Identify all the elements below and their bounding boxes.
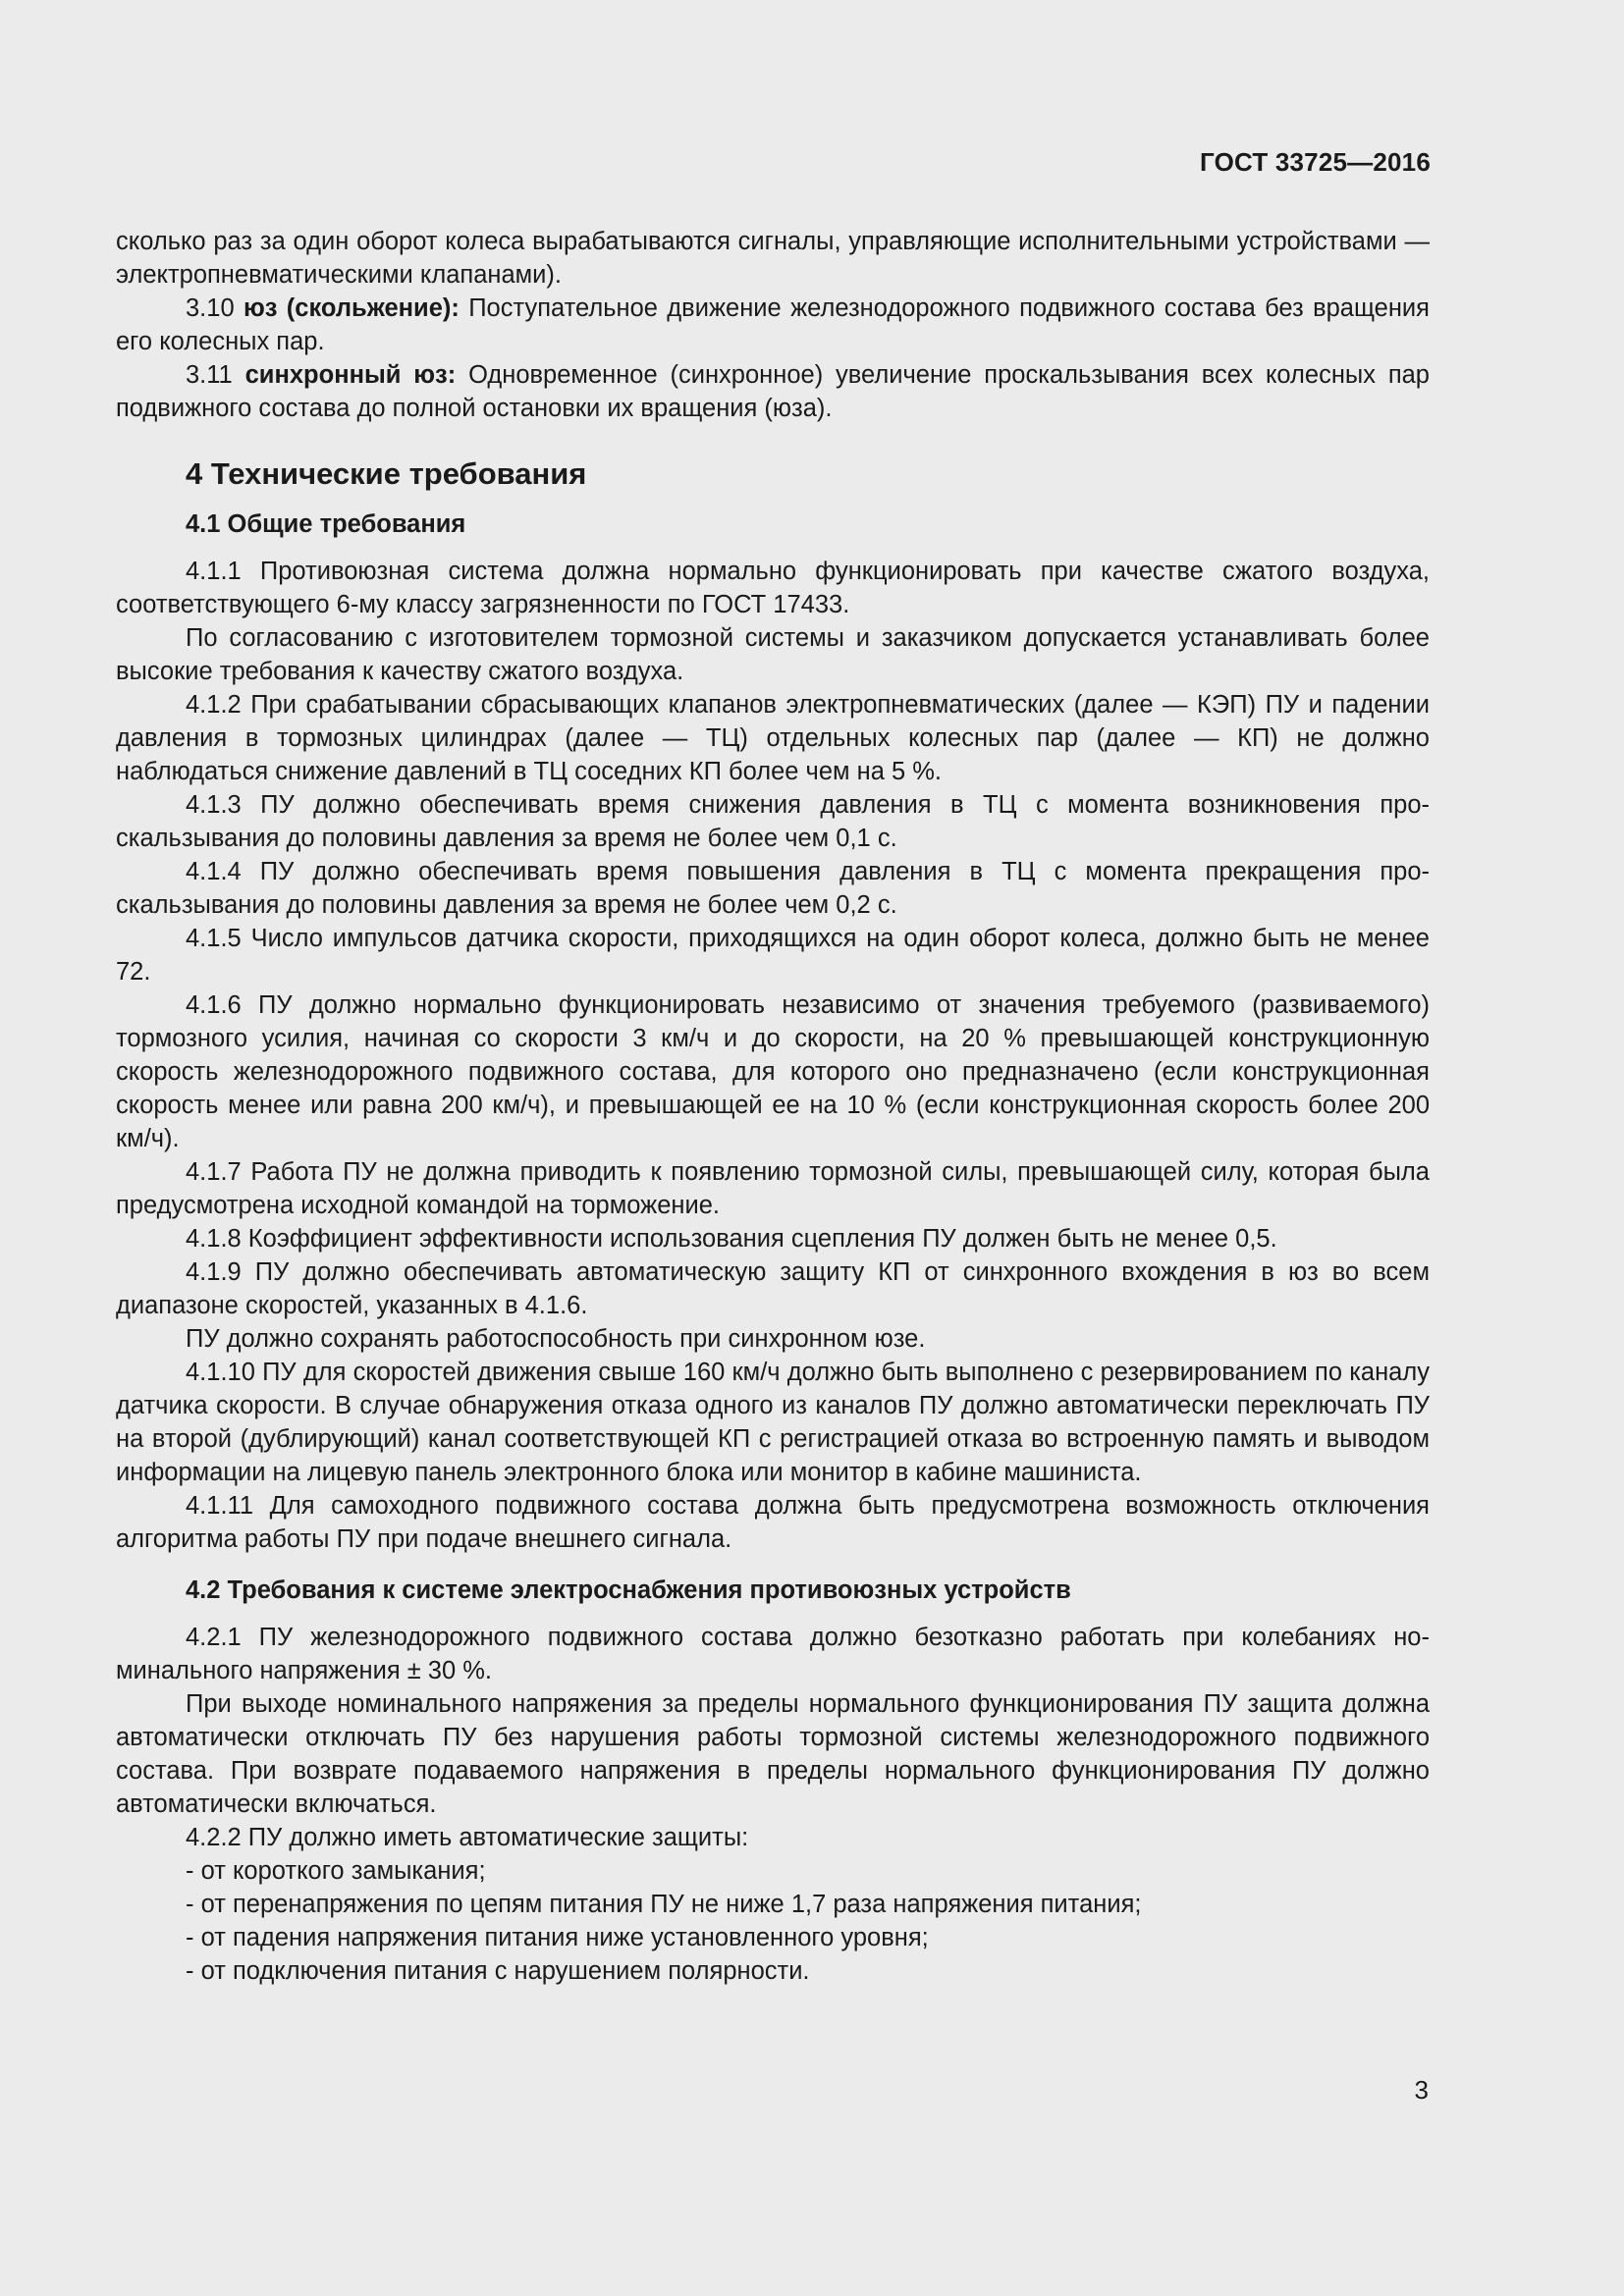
page-number: 3 <box>1414 2075 1429 2105</box>
definition-term: юз (скольжение): <box>243 294 460 322</box>
definition-number: 3.10 <box>186 294 235 322</box>
list-item: - от перенапряжения по цепям питания ПУ не ниже 1,7 раза напряжения питания; <box>186 1888 1430 1921</box>
paragraph-4-1-1-b: По согласованию с изготовителем тормозной системы и заказчиком допускается устанавливать более высокие требования к качеству сжатого воздуха. <box>116 624 1430 685</box>
paragraph-4-1-9: 4.1.9 ПУ должно обеспечивать автоматическую защиту КП от синхронного вхождения в юз во всем диапазоне скоростей, указанных в 4.1.6. <box>116 1258 1430 1319</box>
definition-text: Поступательное движение железнодорожного подвижного состава без вращения его колесных пар. <box>116 294 1430 355</box>
paragraph-4-1-8: 4.1.8 Коэффициент эффективности использования сцепления ПУ должен быть не менее 0,5. <box>186 1225 1277 1253</box>
paragraph-4-1-6: 4.1.6 ПУ должно нормально функционировать независимо от значения требуемого (развиваемого) тормозного усилия, начиная со скорости 3 км/ч и до скорости, на 20 % превышающей конструкционную скорость железнодорожного подвижного состава, для которого оно предназначено (если конструкционная скорость менее или равна 200 км/ч), и превышающей ее на 10 % (если конструкционная скорость более 200 км/ч). <box>116 991 1430 1152</box>
paragraph-4-1-4: 4.1.4 ПУ должно обеспечивать время повышения давления в ТЦ с момента прекращения проскальзывания до половины давления за время не более чем 0,2 с. <box>116 858 1430 919</box>
list-item: - от падения напряжения питания ниже установленного уровня; <box>186 1921 1430 1954</box>
paragraph-4-1-11: 4.1.11 Для самоходного подвижного состава должна быть предусмотрена возможность отключения алгоритма работы ПУ при подаче внешнего сигнала. <box>116 1492 1430 1553</box>
page-content <box>116 225 1430 1988</box>
definition-text: Одновременное (синхронное) увеличение проскальзывания всех колесных пар подвижного состава до полной остановки их вращения (юза). <box>116 361 1430 422</box>
subsection-4-1-title: 4.1 Общие требования <box>186 510 466 538</box>
list-item: - от подключения питания с нарушением полярности. <box>186 1954 1430 1988</box>
document-header-id: ГОСТ 33725—2016 <box>1200 147 1431 177</box>
paragraph-4-1-7: 4.1.7 Работа ПУ не должна приводить к появлению тормозной силы, превышающей силу, которая была предусмотрена исходной командой на торможение. <box>116 1158 1430 1219</box>
definition-3-11 <box>116 358 1430 425</box>
paragraph-4-2-1-b: При выходе номинального напряжения за пределы нормального функционирования ПУ защита должна автоматически отключать ПУ без нарушения работы тормозной системы железнодорожного подвижного состава. При возврате подаваемого напряжения в пределы нормального функционирования ПУ должно автоматически включаться. <box>116 1690 1430 1818</box>
definition-number: 3.11 <box>186 361 233 389</box>
section-4-title: 4 Технические требования <box>186 456 587 491</box>
subsection-4-2-title: 4.2 Требования к системе электроснабжения противоюзных устройств <box>186 1576 1071 1604</box>
paragraph-4-1-10: 4.1.10 ПУ для скоростей движения свыше 160 км/ч должно быть выполнено с резервированием по каналу датчика скорости. В случае обнаружения отказа одного из каналов ПУ должно автоматически переключать ПУ на второй (дублирующий) канал соответствующей КП с регистрацией отказа во встроенную память и выводом информации на лицевую панель электронного блока или монитор в кабине машиниста. <box>116 1359 1430 1486</box>
paragraph-4-1-5: 4.1.5 Число импульсов датчика скорости, приходящихся на один оборот колеса, должно быть не менее 72. <box>116 925 1430 986</box>
paragraph-continuation: сколько раз за один оборот колеса вырабатываются сигналы, управляющие исполнительными устройствами — электропневматическими клапанами). <box>116 228 1430 289</box>
definition-term: синхронный юз: <box>244 361 457 389</box>
paragraph-4-1-9-b: ПУ должно сохранять работоспособность при синхронном юзе. <box>186 1325 926 1353</box>
definition-3-10 <box>116 292 1430 358</box>
paragraph-4-2-2: 4.2.2 ПУ должно иметь автоматические защиты: <box>186 1824 749 1851</box>
paragraph-4-1-3: 4.1.3 ПУ должно обеспечивать время снижения давления в ТЦ с момента возникновения проскальзывания до половины давления за время не более чем 0,1 с. <box>116 791 1430 852</box>
paragraph-4-2-1: 4.2.1 ПУ железнодорожного подвижного состава должно безотказно работать при колебаниях номинального напряжения ± 30 %. <box>116 1624 1430 1684</box>
paragraph-4-1-1: 4.1.1 Противоюзная система должна нормально функционировать при качестве сжатого воздуха, соответствующего 6-му классу загрязненности по ГОСТ 17433. <box>116 558 1430 618</box>
list-item: - от короткого замыкания; <box>186 1854 1430 1888</box>
paragraph-4-1-2: 4.1.2 При срабатывании сбрасывающих клапанов электропневматических (далее — КЭП) ПУ и падении давления в тормозных цилиндрах (далее — ТЦ) отдельных колесных пар (далее — КП) не должно наблюдаться снижение давлений в ТЦ соседних КП более чем на 5 %. <box>116 691 1430 785</box>
